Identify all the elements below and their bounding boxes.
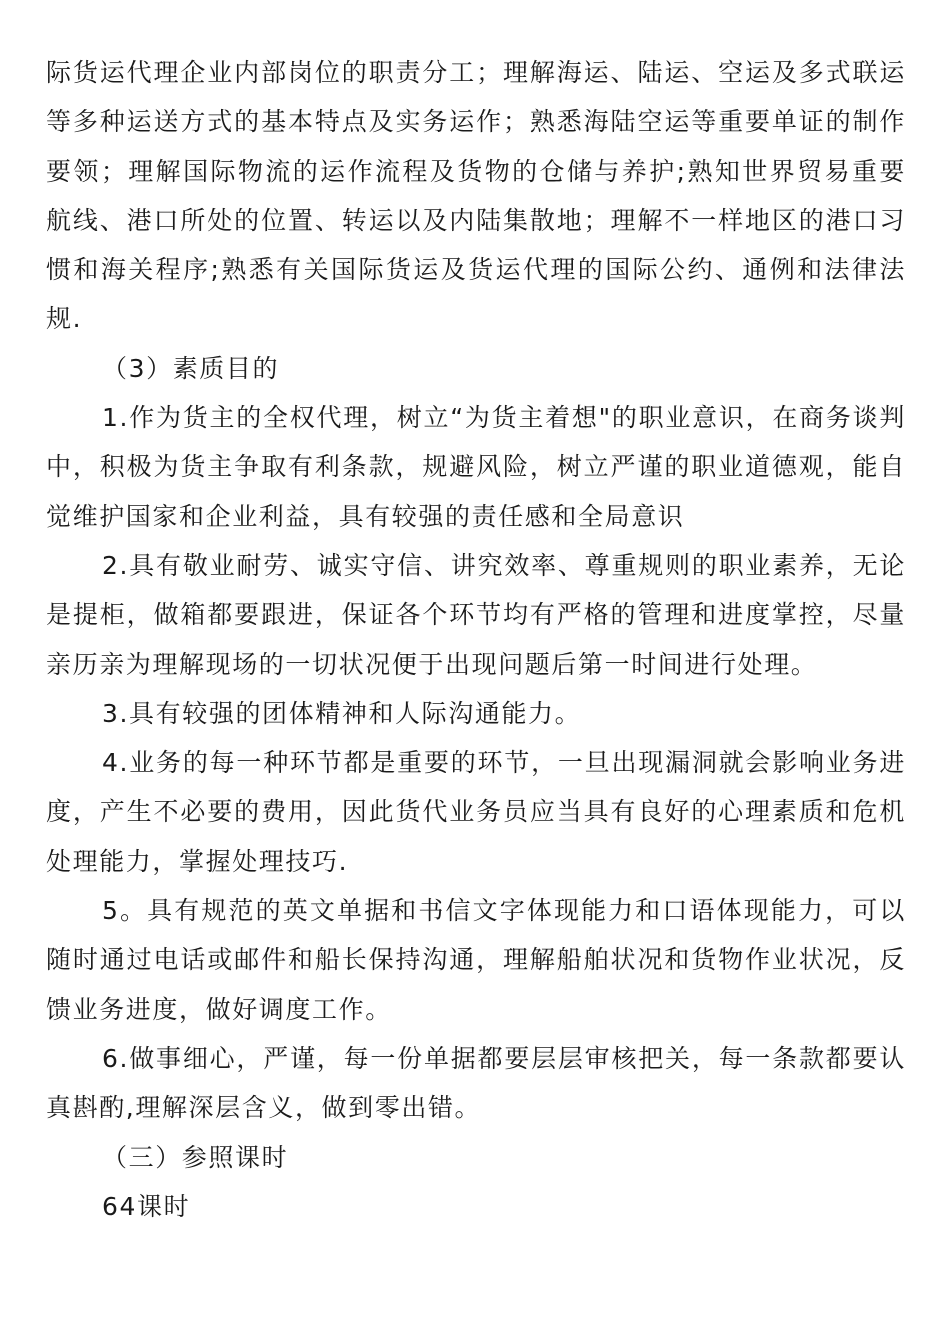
paragraph-knowledge-continued: 际货运代理企业内部岗位的职责分工；理解海运、陆运、空运及多式联运等多种运送方式的基本特点及实务运作；熟悉海陆空运等重要单证的制作要领；理解国际物流的运作流程及货物的仓储与养护;熟知世界贸易重要航线、港口所处的位置、转运以及内陆集散地；理解不一样地区的港口习惯和海关程序;熟悉有关国际货运及货运代理的国际公约、通例和法律法规. (46, 58, 906, 334)
list-item-quality-4: 4.业务的每一种环节都是重要的环节，一旦出现漏洞就会影响业务进度，产生不必要的费用，因此货代业务员应当具有良好的心理素质和危机处理能力，掌握处理技巧. (46, 748, 906, 876)
reference-hours-value: 64课时 (102, 1191, 191, 1221)
list-item-quality-3: 3.具有较强的团体精神和人际沟通能力。 (102, 698, 582, 728)
section-heading-reference-hours: （三）参照课时 (102, 1142, 289, 1172)
document-body (46, 48, 906, 1231)
section-heading-quality-goals: （3）素质目的 (102, 353, 280, 383)
list-item-quality-1: 1.作为货主的全权代理，树立“为货主着想"的职业意识，在商务谈判中，积极为货主争取有利条款，规避风险，树立严谨的职业道德观，能自觉维护国家和企业利益，具有较强的责任感和全局意识 (46, 403, 906, 531)
list-item-quality-2: 2.具有敬业耐劳、诚实守信、讲究效率、尊重规则的职业素养，无论是提柜，做箱都要跟进，保证各个环节均有严格的管理和进度掌控，尽量亲历亲为理解现场的一切状况便于出现问题后第一时间进行处理。 (46, 550, 906, 679)
list-item-quality-5: 5。具有规范的英文单据和书信文字体现能力和口语体现能力，可以随时通过电话或邮件和船长保持沟通，理解船舶状况和货物作业状况，反馈业务进度，做好调度工作。 (46, 896, 906, 1024)
list-item-quality-6: 6.做事细心，严谨，每一份单据都要层层审核把关，每一条款都要认真斟酌,理解深层含义，做到零出错。 (46, 1043, 906, 1123)
